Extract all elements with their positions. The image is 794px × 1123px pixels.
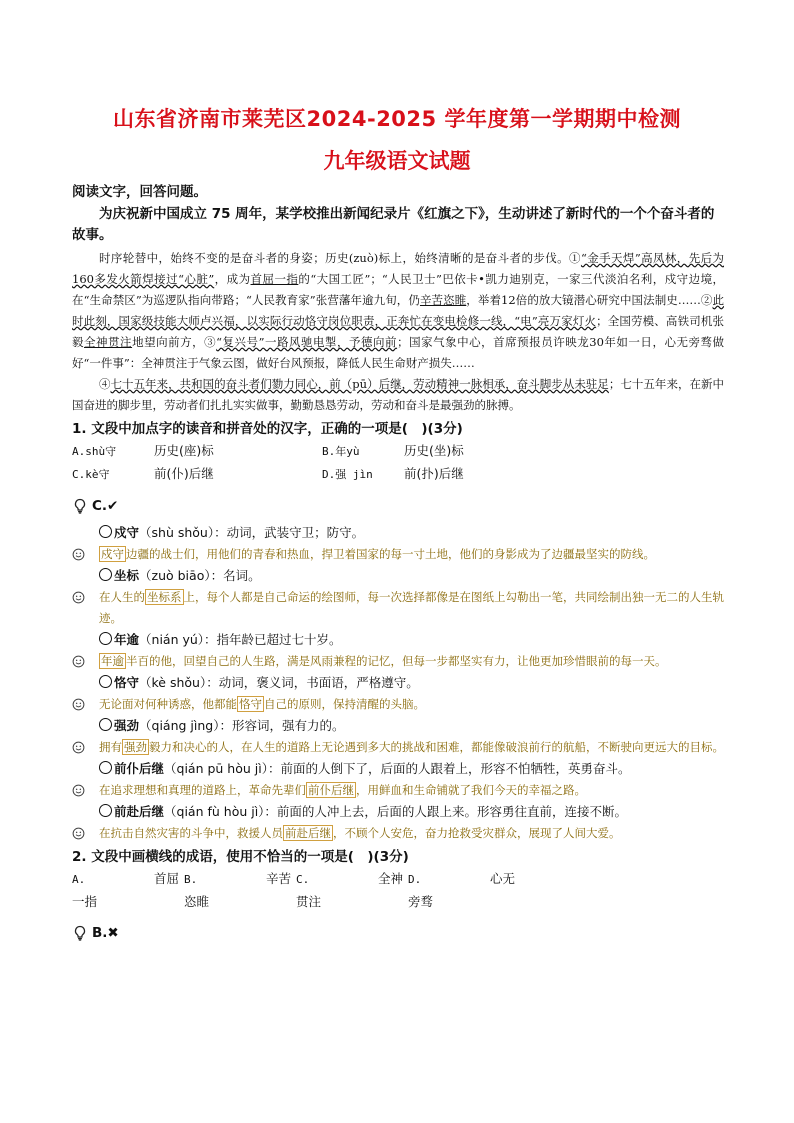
circle-bullet-icon — [99, 718, 112, 731]
answer-text: B.✖ — [92, 925, 119, 941]
vocab-word: 坐标 — [114, 568, 140, 583]
example-boxed-word: 恪守 — [239, 697, 262, 711]
passage-text: ，成为 — [214, 272, 251, 286]
exam-subtitle: 九年级语文试题 — [323, 149, 471, 173]
circle-bullet-icon — [99, 568, 112, 581]
passage-text: ，举着12倍的放大镜潜心研究中国法制史……② — [466, 293, 713, 307]
q1-option-c[interactable] — [72, 463, 322, 486]
option-word: 强 jìn — [335, 468, 373, 481]
vocab-entry — [72, 672, 724, 715]
option-hanzi: 历史(座)标 — [154, 443, 214, 458]
vocab-definition — [72, 801, 724, 823]
option-key: B. — [322, 445, 336, 458]
option-key: B. — [184, 873, 198, 886]
vocab-def: （shù shǒu）：动词，武装守卫；防守。 — [139, 525, 365, 540]
example-text: 上，每个人都是自己命运的绘图师，每一次选择都像是在图纸上勾勒出一笔，共同绘制出独一无二的人生轨迹。 — [99, 590, 724, 625]
vocab-example — [72, 694, 724, 715]
passage-paragraph-2 — [72, 374, 724, 416]
q2-option-c[interactable] — [296, 868, 408, 913]
example-text: 无论面对何种诱惑，他都能 — [99, 697, 237, 711]
example-boxed-word: 年逾 — [101, 654, 124, 668]
option-key: A. — [72, 445, 86, 458]
vocab-def: （qiáng jìng）：形容词，强有力的。 — [139, 718, 345, 733]
question-2-title: 2. 文段中画横线的成语，使用不恰当的一项是( )(3分) — [72, 849, 409, 865]
question-1-answer — [72, 498, 724, 514]
smiley-icon — [72, 741, 85, 754]
vocab-example — [72, 651, 724, 672]
smiley-icon — [72, 591, 85, 604]
example-boxed-word: 戍守 — [101, 547, 124, 561]
vocab-word: 强劲 — [114, 718, 140, 733]
vocab-example — [72, 823, 724, 844]
passage-underlined-idiom: 首屈一指 — [250, 272, 299, 286]
example-text: 拥有 — [99, 740, 122, 754]
smiley-icon — [72, 655, 85, 668]
vocab-def: （kè shǒu）：动词，褒义词，书面语，严格遵守。 — [139, 675, 419, 690]
example-boxed-word: 前赴后继 — [285, 826, 331, 840]
vocab-word: 恪守 — [114, 675, 140, 690]
vocab-entry — [72, 758, 724, 801]
lightbulb-icon — [72, 925, 88, 941]
passage-paragraph-1 — [72, 248, 724, 374]
example-boxed-word: 强劲 — [124, 740, 147, 754]
vocab-def: （qián fù hòu jì）：前面的人冲上去，后面的人跟上来。形容勇往直前，连接不断。 — [164, 804, 627, 819]
q1-option-b[interactable] — [322, 440, 572, 463]
smiley-icon — [72, 548, 85, 561]
q2-option-d[interactable] — [408, 868, 520, 913]
passage-text: ；全国劳模、高铁司机张毅 — [72, 314, 724, 349]
smiley-icon — [72, 784, 85, 797]
vocab-definition — [72, 715, 724, 737]
vocab-entry — [72, 522, 724, 565]
example-text: 在人生的 — [99, 590, 145, 604]
option-word: 全神贯注 — [296, 871, 404, 909]
content — [72, 182, 724, 949]
passage-text: 时序轮替中，始终不变的是奋斗者的身姿；历史(zuò)标上，始终清晰的是奋斗者的步伐。① — [99, 251, 581, 265]
passage-text: ；七十五年来，在新中国奋进的脚步里，劳动者们扎扎实实做事，勤勤恳恳劳动，劳动和奋斗是最强劲的脉搏。 — [72, 377, 724, 412]
passage-wavy-sentence: 七十五年来，共和国的奋斗者们勠力同心，前（pū）后继，劳动精神一脉相承，奋斗脚步从未驻足 — [110, 377, 609, 391]
vocab-entry — [72, 715, 724, 758]
section-intro: 为庆祝新中国成立 75 周年，某学校推出新闻纪录片《红旗之下》，生动讲述了新时代的一个个奋斗者的故事。 — [72, 206, 715, 243]
vocab-example — [72, 780, 724, 801]
circle-bullet-icon — [99, 761, 112, 774]
question-2-answer — [72, 925, 724, 941]
circle-bullet-icon — [99, 632, 112, 645]
vocab-word: 前赴后继 — [114, 804, 165, 819]
vocab-def: （zuò biāo）：名词。 — [139, 568, 261, 583]
option-key: C. — [296, 873, 310, 886]
example-text: ，不顾个人安危，奋力抢救受灾群众，展现了人间大爱。 — [333, 826, 621, 840]
option-word: shù守 — [85, 445, 117, 458]
option-hanzi: 前(扑)后继 — [404, 466, 464, 481]
answer-text: C.✔ — [92, 498, 119, 514]
passage-wavy-sentence: “复兴号”一路风驰电掣，予德向前 — [216, 335, 398, 349]
vocab-example — [72, 544, 724, 565]
passage-wavy-sentence: “金手天焊”高凤林，先后为160多发火箭焊接过“心脏” — [72, 251, 725, 286]
passage-underlined-idiom: 全神贯注 — [84, 335, 133, 349]
question-1-options — [72, 440, 724, 486]
q1-option-a[interactable] — [72, 440, 322, 463]
option-key: D. — [322, 468, 336, 481]
question-2-options — [72, 868, 724, 913]
option-word: 首屈一指 — [72, 871, 180, 909]
passage-text: ④ — [99, 377, 111, 391]
exam-title: 山东省济南市莱芜区2024-2025 学年度第一学期期中检测 — [113, 107, 681, 131]
option-hanzi: 前(仆)后继 — [154, 466, 214, 481]
q2-option-b[interactable] — [184, 868, 296, 913]
vocab-entry — [72, 629, 724, 672]
vocab-entry — [72, 565, 724, 629]
example-text: 毅力和决心的人，在人生的道路上无论遇到多大的挑战和困难，都能像破浪前行的航船，不断驶向更远大的目标。 — [149, 740, 724, 754]
vocab-word: 戍守 — [114, 525, 140, 540]
q2-option-a[interactable] — [72, 868, 184, 913]
option-key: A. — [72, 873, 86, 886]
smiley-icon — [72, 827, 85, 840]
passage-text: ；国家气象中心，首席预报员许映龙30年如一日，心无旁骛做好“一件事”：全神贯注于气象云图，做好台风预报，降低人民生命财产损失…… — [72, 335, 724, 370]
vocab-definition — [72, 758, 724, 780]
option-key: C. — [72, 468, 86, 481]
example-text: 在抗击自然灾害的斗争中，救援人员 — [99, 826, 283, 840]
vocab-example — [72, 737, 724, 758]
circle-bullet-icon — [99, 675, 112, 688]
smiley-icon — [72, 698, 85, 711]
vocab-word: 前仆后继 — [114, 761, 165, 776]
example-text: 自己的原则，保持清醒的头脑。 — [264, 697, 425, 711]
passage-underlined-idiom: 辛苦恣睢 — [419, 293, 467, 307]
vocab-def: （nián yú）：指年龄已超过七十岁。 — [139, 632, 342, 647]
vocab-definition — [72, 672, 724, 694]
q1-option-d[interactable] — [322, 463, 572, 486]
vocab-example — [72, 587, 724, 629]
option-word: 年yù — [335, 445, 360, 458]
passage-text: 的“大国工匠”；“人民卫士”巴依卡•凯力迪别克，一家三代淡泊名利，戍守边境，在“生命禁区”为巡逻队指向带路；“人民教育家”张营藩年逾九旬，仍 — [72, 272, 725, 307]
vocab-definition — [72, 565, 724, 587]
option-word: 辛苦恣睢 — [184, 871, 292, 909]
option-word: kè守 — [85, 468, 110, 481]
vocab-definition — [72, 629, 724, 651]
section-heading: 阅读文字，回答问题。 — [72, 184, 207, 200]
example-text: 在追求理想和真理的道路上，革命先辈们 — [99, 783, 306, 797]
option-key: D. — [408, 873, 422, 886]
vocab-word: 年逾 — [114, 632, 140, 647]
vocab-entry — [72, 801, 724, 844]
vocab-definition — [72, 522, 724, 544]
vocabulary-list — [72, 522, 724, 844]
circle-bullet-icon — [99, 804, 112, 817]
example-boxed-word: 坐标系 — [147, 590, 182, 604]
passage-text: 地望向前方，③ — [132, 335, 217, 349]
question-1-title: 1. 文段中加点字的读音和拼音处的汉字，正确的一项是( )(3分) — [72, 421, 463, 437]
example-text: ，用鲜血和生命铺就了我们今天的幸福之路。 — [356, 783, 586, 797]
example-text: 边疆的战士们，用他们的青春和热血，捍卫着国家的每一寸土地，他们的身影成为了边疆最坚实的防线。 — [126, 547, 655, 561]
example-boxed-word: 前仆后继 — [308, 783, 354, 797]
option-hanzi: 历史(坐)标 — [404, 443, 464, 458]
vocab-def: （qián pū hòu jì）：前面的人倒下了，后面的人跟着上，形容不怕牺牲，英勇奋斗。 — [164, 761, 631, 776]
example-text: 半百的他，回望自己的人生路，满是风雨兼程的记忆，但每一步都坚实有力，让他更加珍惜眼前的每一天。 — [126, 654, 667, 668]
lightbulb-icon — [72, 498, 88, 514]
passage-wavy-sentence: 此时此刻，国家级技能大师卢兴福，以实际行动恪守岗位职责，正奔忙在变电检修一线，“电”亮万家灯火 — [72, 293, 725, 328]
option-word: 心无旁骛 — [408, 871, 516, 909]
circle-bullet-icon — [99, 525, 112, 538]
